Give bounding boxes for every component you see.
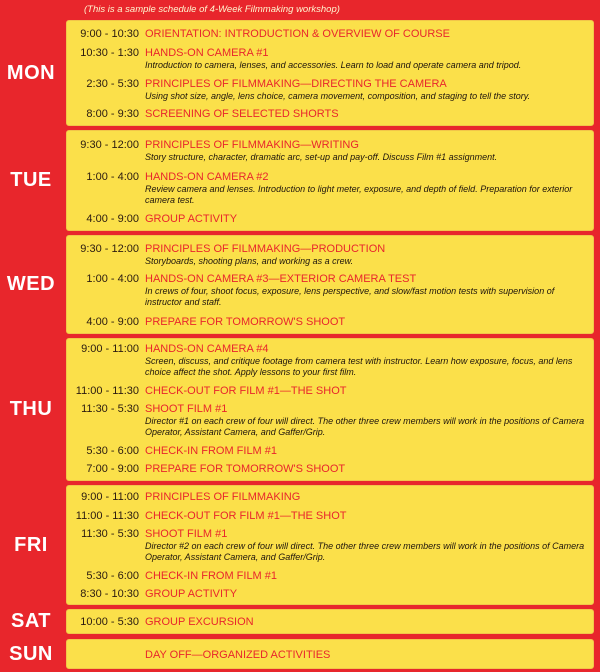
item-time: 9:00 - 10:30 (80, 28, 139, 40)
item-time: 9:00 - 11:00 (81, 491, 139, 503)
schedule-item (67, 463, 593, 476)
schedule-item (67, 273, 593, 308)
item-title: PREPARE FOR TOMORROW'S SHOOT (145, 316, 346, 328)
item-time: 4:00 - 9:00 (86, 213, 139, 225)
item-description: Review camera and lenses. Introduction to light meter, exposure, and depth of field. Preparation for exterior camera test. (145, 184, 573, 205)
schedule-item (67, 316, 593, 329)
item-title: CHECK-IN FROM FILM #1 (145, 445, 278, 457)
item-time: 9:30 - 12:00 (80, 243, 139, 255)
item-time: 5:30 - 6:00 (86, 445, 139, 457)
item-description: Director #2 on each crew of four will direct. The other three crew members will work in the positions of Camera Operator, Assistant Camera, and Gaffer/Grip. (145, 541, 585, 562)
item-time: 9:30 - 12:00 (80, 139, 139, 151)
item-title: SCREENING OF SELECTED SHORTS (145, 108, 339, 120)
schedule-item (67, 510, 593, 523)
item-title: PRINCIPLES OF FILMMAKING (145, 491, 301, 503)
item-title: SHOOT FILM #1 (145, 528, 228, 540)
day-panel-sun (66, 639, 594, 669)
item-title: GROUP ACTIVITY (145, 213, 238, 225)
item-description: In crews of four, shoot focus, exposure, lens perspective, and slow/fast motion tests with supervision of instructor and staff. (145, 286, 555, 307)
day-panel-mon (66, 20, 594, 126)
item-time: 2:30 - 5:30 (86, 78, 139, 90)
item-title: CHECK-OUT FOR FILM #1—THE SHOT (145, 510, 347, 522)
item-time: 8:00 - 9:30 (86, 108, 139, 120)
item-description: Introduction to camera, lenses, and accessories. Learn to load and operate camera and tripod. (145, 60, 522, 70)
schedule-item (67, 385, 593, 398)
item-time: 1:00 - 4:00 (86, 171, 139, 183)
item-time: 10:30 - 1:30 (80, 47, 139, 59)
item-time: 10:00 - 5:30 (80, 616, 139, 628)
schedule-item (67, 243, 593, 267)
item-description: Screen, discuss, and critique footage from camera test with instructor. Learn how exposure, focus, and lens choice affect the shot. Apply lessons to your first film. (145, 356, 573, 377)
schedule-caption: (This is a sample schedule of 4-Week Filmmaking workshop) (84, 4, 340, 15)
item-description: Story structure, character, dramatic arc, set-up and pay-off. Discuss Film #1 assignment. (145, 152, 498, 162)
item-time: 9:00 - 11:00 (81, 343, 139, 355)
schedule-item (67, 171, 593, 206)
schedule-item (67, 139, 593, 163)
item-time: 1:00 - 4:00 (86, 273, 139, 285)
day-panel-wed (66, 235, 594, 334)
item-title: HANDS-ON CAMERA #3—EXTERIOR CAMERA TEST (145, 273, 417, 285)
item-description: Using shot size, angle, lens choice, camera movement, composition, and staging to tell the story. (145, 91, 531, 101)
schedule-item (67, 403, 593, 438)
item-description: Storyboards, shooting plans, and working as a crew. (145, 256, 354, 266)
day-label-wed: WED (6, 273, 56, 295)
day-label-thu: THU (9, 398, 53, 420)
item-title: PRINCIPLES OF FILMMAKING—WRITING (145, 139, 359, 151)
schedule-item (67, 570, 593, 583)
schedule-item (67, 47, 593, 71)
schedule-item (67, 343, 593, 378)
item-title: PRINCIPLES OF FILMMAKING—DIRECTING THE CAMERA (145, 78, 447, 90)
item-title: GROUP ACTIVITY (145, 588, 238, 600)
schedule-item (67, 108, 593, 121)
schedule-item (67, 28, 593, 41)
schedule-item (67, 649, 593, 662)
item-title: PRINCIPLES OF FILMMAKING—PRODUCTION (145, 243, 386, 255)
schedule-item (67, 588, 593, 601)
item-description: Director #1 on each crew of four will direct. The other three crew members will work in the positions of Camera Operator, Assistant Camera, and Gaffer/Grip. (145, 416, 585, 437)
item-title: GROUP EXCURSION (145, 616, 254, 628)
day-label-mon: MON (6, 61, 56, 84)
day-label-fri: FRI (14, 533, 48, 556)
schedule-item (67, 445, 593, 458)
item-time: 11:00 - 11:30 (75, 510, 139, 522)
item-title: HANDS-ON CAMERA #2 (145, 171, 269, 183)
schedule-item (67, 78, 593, 102)
item-title: CHECK-OUT FOR FILM #1—THE SHOT (145, 385, 347, 397)
item-time: 11:00 - 11:30 (75, 385, 139, 397)
item-time: 5:30 - 6:00 (86, 570, 139, 582)
day-panel-sat (66, 609, 594, 634)
day-label-sat: SAT (10, 610, 51, 632)
item-title: CHECK-IN FROM FILM #1 (145, 570, 278, 582)
schedule-item (67, 213, 593, 226)
item-title: HANDS-ON CAMERA #4 (145, 343, 269, 355)
day-panel-fri (66, 485, 594, 605)
item-time: 7:00 - 9:00 (86, 463, 139, 475)
schedule-item (67, 491, 593, 504)
item-title: PREPARE FOR TOMORROW'S SHOOT (145, 463, 346, 475)
day-panel-thu (66, 338, 594, 481)
item-time: 11:30 - 5:30 (81, 528, 139, 540)
item-title: ORIENTATION: INTRODUCTION & OVERVIEW OF COURSE (145, 28, 450, 40)
item-time: 4:00 - 9:00 (86, 316, 139, 328)
item-title: HANDS-ON CAMERA #1 (145, 47, 269, 59)
schedule-item (67, 528, 593, 563)
day-label-tue: TUE (10, 169, 52, 191)
item-time: 8:30 - 10:30 (80, 588, 139, 600)
schedule-item (67, 616, 593, 629)
day-label-sun: SUN (9, 642, 53, 665)
day-panel-tue (66, 130, 594, 231)
item-title: SHOOT FILM #1 (145, 403, 228, 415)
item-title: DAY OFF—ORGANIZED ACTIVITIES (145, 649, 331, 661)
item-time: 11:30 - 5:30 (81, 403, 139, 415)
